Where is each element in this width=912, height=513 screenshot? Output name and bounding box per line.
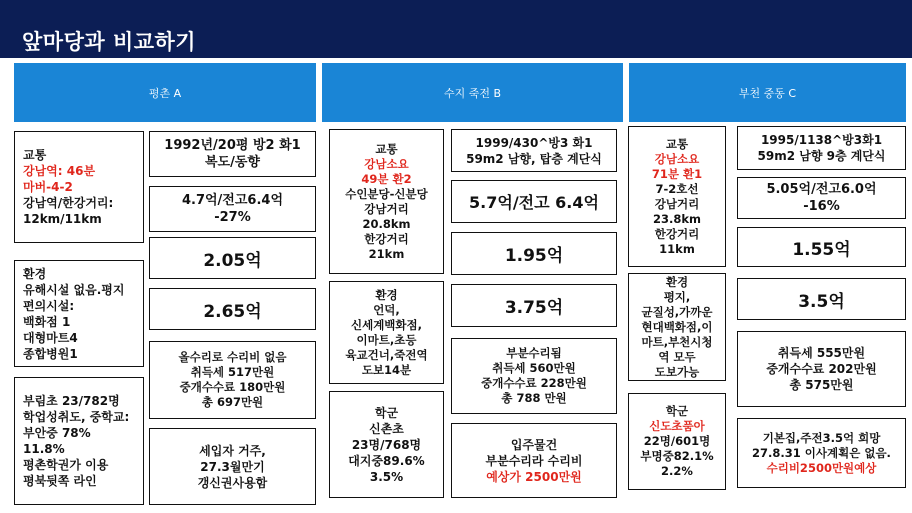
b-env-line: 신세계백화점,	[350, 317, 423, 332]
c-transport-line: 23.8km	[652, 211, 701, 226]
b-spec-box	[451, 129, 617, 172]
b-cost-line: 부분수리됨	[506, 346, 562, 360]
c-gap-value: 1.55억	[792, 239, 851, 260]
c-transport-time: 71분 환1	[651, 166, 703, 181]
b-transport-box	[329, 129, 444, 274]
a-env-title: 환경	[23, 266, 47, 281]
c-cost-line: 취득세 555만원	[777, 346, 866, 360]
page-title: 앞마당과 비교하기	[22, 30, 197, 54]
column-header-b-label: 수지 죽전 B	[443, 86, 502, 100]
b-environment-box	[329, 281, 444, 384]
a-note-box	[149, 428, 316, 505]
c-cost-line: 총 575만원	[789, 378, 854, 392]
a-school-line: 평촌학권가 이용	[23, 458, 109, 472]
b-note-box	[451, 423, 617, 498]
c-school-line: 22명/601명	[643, 434, 711, 448]
b-costs-box	[451, 338, 617, 414]
b-school-line: 신촌초	[369, 421, 404, 436]
b-school-line: 대지중89.6%	[348, 453, 425, 468]
b-transport-line: 20.8km	[362, 216, 411, 231]
c-transport-title: 교통	[665, 136, 689, 151]
b-transport-line: 강남거리	[364, 201, 409, 216]
b-note-line: 입주물건	[510, 437, 558, 452]
column-header-c-label: 부천 중동 C	[738, 86, 797, 100]
b-cost-line: 중개수수료 228만원	[481, 376, 587, 390]
b-price-box	[451, 180, 617, 223]
b-invest-box	[451, 284, 617, 327]
c-price-change: -16%	[803, 199, 840, 214]
c-environment-box	[628, 273, 726, 381]
a-cost-line: 총 697만원	[201, 395, 264, 409]
a-price-box	[149, 186, 316, 232]
a-costs-box	[149, 341, 316, 419]
b-gap-value: 1.95억	[504, 246, 564, 266]
a-school-line: 평북뒷쪽 라인	[23, 474, 97, 488]
b-school-line: 3.5%	[369, 469, 404, 484]
c-transport-line: 11km	[659, 241, 695, 256]
c-school-line: 부명중82.1%	[640, 449, 714, 463]
b-school-box	[329, 391, 444, 498]
c-note-line: 27.8.31 이사계획은 없음.	[752, 445, 891, 460]
a-note-line: 27.3월만기	[200, 459, 265, 474]
c-transport-line: 강남거리	[654, 196, 700, 211]
a-env-line: 유해시설 없음.평지	[23, 282, 125, 297]
c-env-line: 마트,부천시청	[641, 334, 713, 349]
a-env-line: 백화점 1	[23, 314, 71, 329]
c-env-line: 평지,	[663, 289, 691, 304]
a-env-line: 대형마트4	[23, 330, 78, 345]
b-transport-title: 교통	[375, 141, 398, 156]
b-invest-value: 3.75억	[504, 298, 564, 318]
b-cost-line: 취득세 560만원	[492, 361, 576, 375]
c-env-line: 도보가능	[654, 364, 700, 379]
a-transport-title: 교통	[23, 148, 47, 162]
c-spec-line: 1995/1138^방3화1	[760, 133, 883, 147]
a-transport-distance: 12km/11km	[23, 212, 102, 226]
a-spec-line: 1992년/20평 방2 화1	[164, 138, 301, 153]
b-school-line: 23명/768명	[351, 437, 422, 452]
c-transport-line: 7-2호선	[655, 181, 699, 196]
c-school-line: 2.2%	[661, 464, 693, 478]
c-transport-box	[628, 126, 726, 267]
b-note-line: 부분수리라 수리비	[485, 453, 583, 468]
b-spec-line: 59m2 남향, 탑층 계단식	[466, 151, 602, 166]
column-header-b	[322, 63, 623, 122]
a-school-line: 학업성취도, 중학교:	[23, 410, 130, 424]
a-env-line: 종합병원1	[23, 346, 78, 361]
a-cost-line: 취득세 517만원	[190, 365, 275, 379]
c-school-title: 학군	[665, 404, 689, 418]
c-env-line: 역 모두	[658, 349, 696, 364]
c-school-name: 신도초품아	[649, 419, 705, 433]
b-env-line: 도보14분	[361, 362, 412, 377]
c-costs-box	[737, 331, 906, 407]
c-school-box	[628, 393, 726, 490]
a-price: 4.7억/전고6.4억	[181, 193, 284, 208]
c-transport-line: 한강거리	[654, 226, 700, 241]
b-env-line: 이마트,초등	[356, 332, 417, 347]
a-school-line: 부림초 23/782명	[23, 394, 120, 408]
a-gap-box	[149, 237, 316, 279]
b-transport-label: 강남소요	[364, 156, 409, 171]
b-gap-box	[451, 232, 617, 275]
a-environment-box	[14, 260, 144, 367]
a-school-line: 11.8%	[23, 442, 65, 456]
c-env-line: 현대백화점,이	[641, 319, 713, 334]
column-header-c	[629, 63, 906, 122]
c-note-box	[737, 418, 906, 488]
a-note-line: 갱신권사용함	[197, 475, 268, 490]
a-gap-value: 2.05억	[203, 250, 262, 271]
a-invest-box	[149, 288, 316, 330]
c-price-box	[737, 177, 906, 219]
c-note-line: 기본집,주전3.5억 희망	[762, 430, 881, 445]
b-price: 5.7억/전고 6.4억	[469, 193, 599, 212]
a-spec-box	[149, 131, 316, 177]
c-price: 5.05억/전고6.0억	[766, 182, 877, 197]
b-spec-line: 1999/430^방3 화1	[475, 135, 593, 150]
column-header-a-label: 평촌 A	[148, 86, 182, 100]
a-transport-time: 강남역: 46분	[23, 164, 96, 178]
a-invest-value: 2.65억	[203, 301, 262, 322]
b-transport-time: 49분 환2	[361, 171, 412, 186]
a-transport-bus: 마버-4-2	[23, 180, 73, 194]
c-env-title: 환경	[665, 274, 689, 289]
c-gap-box	[737, 227, 906, 267]
c-env-line: 균질성,가까운	[641, 304, 713, 319]
column-header-a	[14, 63, 316, 122]
a-spec-line: 복도/동향	[205, 155, 260, 170]
c-spec-box	[737, 126, 906, 170]
title-bar	[0, 0, 912, 58]
c-invest-box	[737, 278, 906, 320]
c-note-repair-estimate: 수리비2500만원예상	[766, 460, 877, 475]
a-school-box	[14, 377, 144, 505]
a-env-line: 편의시설:	[23, 298, 75, 313]
a-price-change: -27%	[214, 210, 251, 225]
c-cost-line: 중개수수료 202만원	[766, 362, 877, 376]
a-cost-line: 중개수수료 180만원	[179, 380, 286, 394]
b-cost-line: 총 788 만원	[501, 391, 567, 405]
b-transport-line: 수인분당-신분당	[345, 186, 428, 201]
b-school-title: 학군	[374, 405, 399, 420]
b-env-title: 환경	[375, 287, 398, 302]
b-env-line: 언덕,	[373, 302, 400, 317]
b-env-line: 육교건너,죽전역	[345, 347, 428, 362]
c-transport-label: 강남소요	[654, 151, 700, 166]
b-transport-line: 21km	[368, 246, 405, 261]
a-cost-line: 올수리로 수리비 없음	[178, 350, 287, 364]
a-transport-box	[14, 131, 144, 243]
b-transport-line: 한강거리	[364, 231, 409, 246]
c-invest-value: 3.5억	[798, 291, 845, 312]
b-note-repair-estimate: 예상가 2500만원	[486, 469, 582, 484]
a-transport-distance-label: 강남역/한강거리:	[23, 196, 114, 210]
c-spec-line: 59m2 남향 9층 계단식	[757, 149, 886, 163]
a-school-line: 부안중 78%	[23, 426, 91, 440]
a-note-line: 세입자 거주,	[199, 443, 266, 458]
